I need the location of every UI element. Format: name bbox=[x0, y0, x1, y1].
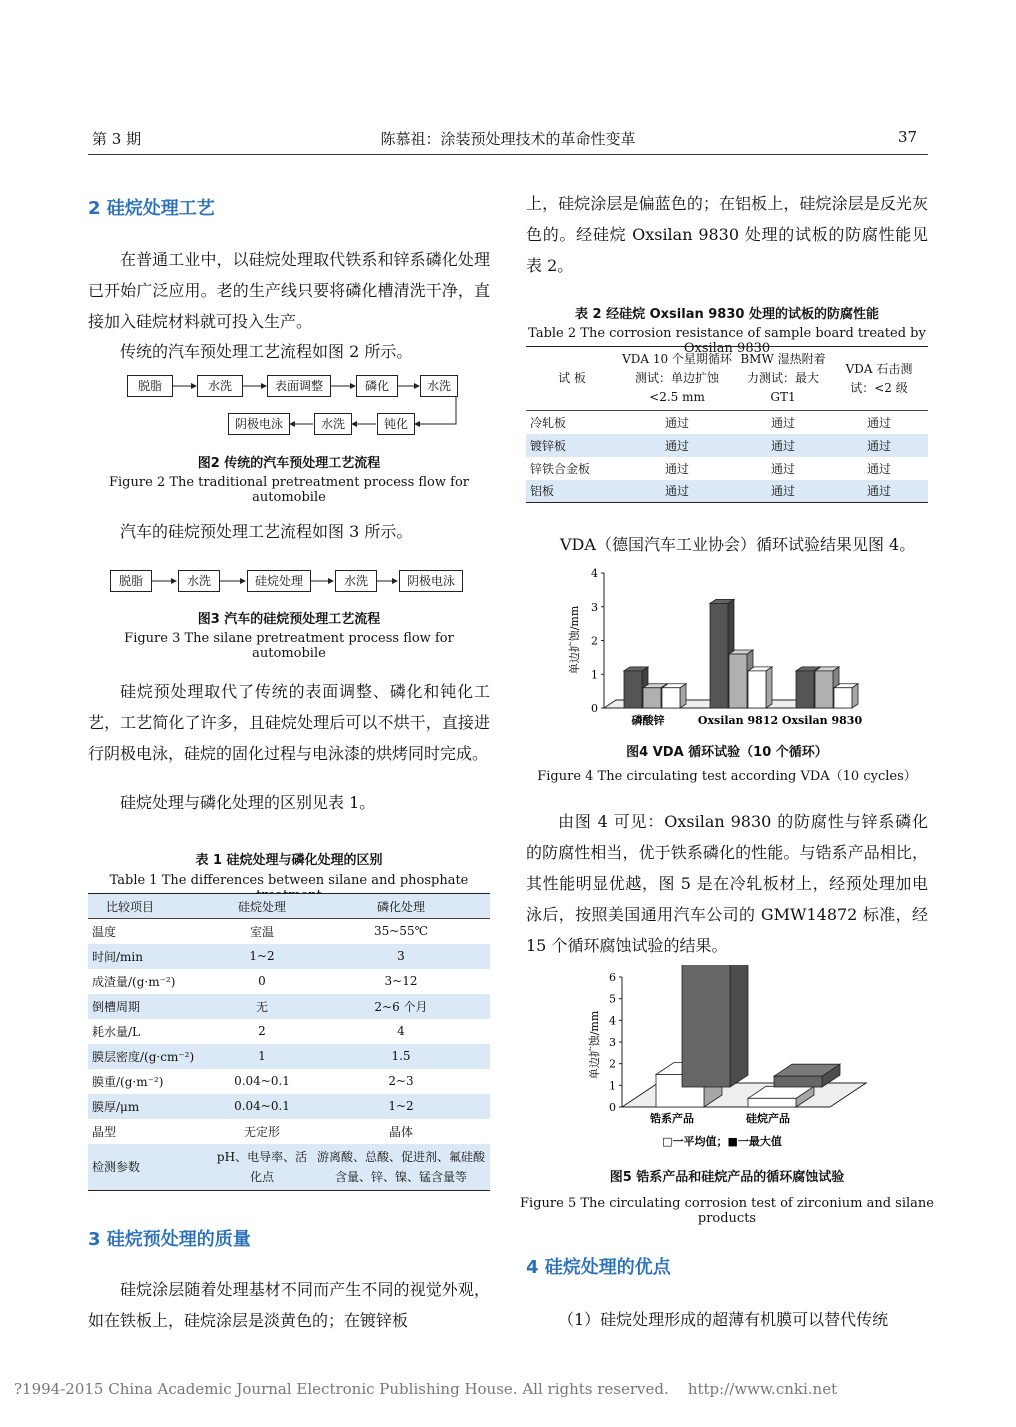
table-cell: 通过 bbox=[770, 438, 795, 453]
table-cell: 通过 bbox=[664, 415, 689, 430]
y-tick-label: 5 bbox=[609, 992, 616, 1006]
y-axis-label: 单边扩蚀/mm bbox=[568, 605, 581, 675]
bar bbox=[748, 671, 766, 708]
table-row bbox=[88, 1044, 490, 1069]
table-cell: 晶体 bbox=[388, 1124, 413, 1139]
table-cell: 3~12 bbox=[384, 974, 418, 988]
sec3-paragraph-1: 硅烷涂层随着处理基材不同而产生不同的视觉外观，如在铁板上，硅烷涂层是淡黄色的；在镀锌板 bbox=[88, 1280, 490, 1330]
table-cell: 无 bbox=[255, 999, 268, 1014]
table-cell: 成渣量/(g·m⁻²) bbox=[92, 974, 176, 989]
category-label: Oxsilan 9812 bbox=[697, 714, 779, 727]
table-cell: 耗水量/L bbox=[92, 1024, 141, 1039]
table-cell: 通过 bbox=[664, 438, 689, 453]
table-row bbox=[526, 411, 928, 434]
table-cell: pH、电导率、活化点 bbox=[216, 1149, 308, 1184]
table-cell: 比较项目 bbox=[88, 894, 212, 919]
sec3-paragraph-2: 上，硅烷涂层是偏蓝色的；在铝板上，硅烷涂层是反光灰色的。经硅烷 Oxsilan 9830 处理的试板的防腐性能见表 2。 bbox=[526, 194, 928, 275]
table-2-caption: 表 2 经硅烷 Oxsilan 9830 处理的试板的防腐性能 bbox=[575, 307, 879, 322]
sec2-paragraph-1: 在普通工业中，以硅烷处理取代铁系和锌系磷化处理已开始广泛应用。老的生产线只要将磷化槽清洗干净，直接加入硅烷材料就可投入生产。 bbox=[88, 250, 490, 331]
y-tick-label: 1 bbox=[609, 1079, 616, 1093]
bar bbox=[624, 671, 642, 708]
table-cell: 2~6 个月 bbox=[374, 999, 428, 1014]
table-cell: VDA 石击测试：<2 级 bbox=[830, 347, 928, 411]
page-number: 37 bbox=[898, 128, 918, 146]
flow-box: 水洗 bbox=[197, 375, 243, 397]
figure-3-caption-en: Figure 3 The silane pretreatment process flow for automobile bbox=[124, 631, 454, 661]
sec2-paragraph-4: 硅烷预处理取代了传统的表面调整、磷化和钝化工艺，工艺简化了许多，且硅烷处理后可以不烘干，直接进行阴极电泳，硅烷的固化过程与电泳漆的烘烤同时完成。 bbox=[88, 682, 490, 763]
table-row bbox=[88, 1019, 490, 1044]
flow-box: 磷化 bbox=[356, 375, 398, 397]
table-cell: 室温 bbox=[249, 924, 274, 939]
table-row bbox=[88, 944, 490, 969]
table-row bbox=[88, 919, 490, 944]
running-title: 陈慕祖：涂装预处理技术的革命性变革 bbox=[380, 130, 636, 148]
chart-legend: □一平均值；■一最大值 bbox=[662, 1135, 782, 1148]
table-cell: 通过 bbox=[770, 461, 795, 476]
figure-5-caption-en: Figure 5 The circulating corrosion test of zirconium and silane products bbox=[520, 1196, 934, 1226]
figure-4-chart bbox=[560, 560, 880, 735]
table-cell: 通过 bbox=[866, 484, 891, 499]
category-label: 锆系产品 bbox=[650, 1112, 694, 1125]
y-tick-label: 3 bbox=[609, 1036, 616, 1049]
category-label: Oxsilan 9830 bbox=[781, 714, 863, 727]
table-cell: 通过 bbox=[866, 438, 891, 453]
sec2-paragraph-5: 硅烷处理与磷化处理的区别见表 1。 bbox=[120, 793, 376, 812]
flow-arrows bbox=[100, 570, 420, 594]
table-cell: 通过 bbox=[664, 484, 689, 499]
bar bbox=[774, 1076, 822, 1087]
y-tick-label: 0 bbox=[609, 1101, 616, 1114]
y-axis-label: 单边扩蚀/mm bbox=[588, 1010, 601, 1080]
table-cell: 1.5 bbox=[391, 1049, 411, 1063]
category-label: 磷酸锌 bbox=[631, 714, 665, 727]
table-cell: 冷轧板 bbox=[530, 415, 567, 430]
y-tick-label: 4 bbox=[591, 567, 598, 580]
table-cell: 膜重/(g·m⁻²) bbox=[92, 1074, 164, 1089]
table-row bbox=[88, 969, 490, 994]
sec2-paragraph-3: 汽车的硅烷预处理工艺流程如图 3 所示。 bbox=[120, 522, 413, 541]
table-row bbox=[88, 1144, 490, 1191]
sec4-paragraph-1: （1）硅烷处理形成的超薄有机膜可以替代传统 bbox=[558, 1310, 889, 1329]
table-cell: 镀锌板 bbox=[530, 438, 567, 453]
issue-number: 第 3 期 bbox=[92, 130, 142, 148]
table-1-caption: 表 1 硅烷处理与磷化处理的区别 bbox=[195, 853, 383, 868]
flow-box: 脱脂 bbox=[127, 375, 173, 397]
bar bbox=[815, 671, 833, 708]
figure-4-caption: 图4 VDA 循环试验（10 个循环） bbox=[626, 745, 828, 760]
copyright-footer: ?1994-2015 China Academic Journal Electronic Publishing House. All rights reserved. http://www.cnki.net bbox=[14, 1380, 838, 1398]
table-cell: 时间/min bbox=[92, 949, 143, 964]
section-3-heading: 3 硅烷预处理的质量 bbox=[88, 1229, 251, 1250]
header-rule bbox=[88, 154, 928, 155]
figure-5-caption: 图5 锆系产品和硅烷产品的循环腐蚀试验 bbox=[609, 1170, 845, 1185]
bar bbox=[748, 1098, 796, 1107]
flow-box: 水洗 bbox=[314, 413, 352, 435]
table-cell: VDA 10 个星期循环测试：单边扩蚀 <2.5 mm bbox=[618, 347, 736, 411]
table-cell: 通过 bbox=[866, 461, 891, 476]
table-cell: 锌铁合金板 bbox=[530, 461, 591, 476]
table-cell: BMW 湿热附着力测试：最大 GT1 bbox=[736, 347, 830, 411]
table-row bbox=[88, 1094, 490, 1119]
table-2-caption-en: Table 2 The corrosion resistance of sample board treated by Oxsilan 9830 bbox=[528, 326, 926, 356]
table-cell: 膜层密度/(g·cm⁻²) bbox=[92, 1049, 195, 1064]
bar bbox=[796, 671, 814, 708]
y-tick-label: 2 bbox=[609, 1057, 616, 1071]
flow-box: 阴极电泳 bbox=[228, 413, 290, 435]
y-tick-label: 4 bbox=[609, 1014, 616, 1028]
table-header-row bbox=[526, 347, 928, 411]
vda-paragraph: VDA（德国汽车工业协会）循环试验结果见图 4。 bbox=[560, 535, 916, 554]
y-tick-label: 3 bbox=[591, 600, 598, 614]
table-cell: 膜厚/μm bbox=[92, 1099, 140, 1114]
table-cell: 0 bbox=[258, 974, 266, 988]
sec2-paragraph-2: 传统的汽车预处理工艺流程如图 2 所示。 bbox=[120, 342, 413, 361]
bar bbox=[729, 654, 747, 708]
figure-2-caption-en: Figure 2 The traditional pretreatment process flow for automobile bbox=[109, 475, 469, 505]
table-cell: 通过 bbox=[664, 461, 689, 476]
figure-3-caption: 图3 汽车的硅烷预处理工艺流程 bbox=[197, 612, 381, 627]
flow-box: 表面调整 bbox=[267, 375, 331, 397]
table-cell: 通过 bbox=[770, 484, 795, 499]
bar-side bbox=[766, 667, 772, 708]
fig5-paragraph: 由图 4 可见：Oxsilan 9830 的防腐性与锌系磷化的防腐性相当，优于铁系磷化的性能。与锆系产品相比，其性能明显优越，图 5 是在冷轧板材上，经预处理加电泳后，按照美国通用汽车公司的 GMW14872 标准，经 15 个循环腐蚀试验的结果。 bbox=[526, 812, 928, 955]
flow-box: 水洗 bbox=[420, 375, 458, 397]
figure-4-caption-en: Figure 4 The circulating test according VDA（10 cycles） bbox=[537, 769, 917, 784]
table-row bbox=[526, 434, 928, 457]
flow-arrows bbox=[120, 370, 470, 440]
bar bbox=[710, 603, 728, 708]
table-row bbox=[526, 457, 928, 480]
y-tick-label: 6 bbox=[609, 971, 616, 984]
y-tick-label: 2 bbox=[591, 634, 598, 648]
table-cell: 倒槽周期 bbox=[92, 999, 141, 1014]
table-cell: 4 bbox=[397, 1024, 405, 1038]
table-cell: 1~2 bbox=[249, 949, 275, 963]
table-cell: 硅烷处理 bbox=[212, 894, 312, 919]
table-header-row bbox=[88, 894, 490, 919]
table-row bbox=[88, 1119, 490, 1144]
table-cell: 0.04~0.1 bbox=[234, 1099, 290, 1113]
table-2 bbox=[526, 346, 928, 503]
flow-box: 阴极电泳 bbox=[399, 570, 463, 592]
figure-2-caption: 图2 传统的汽车预处理工艺流程 bbox=[197, 456, 381, 471]
table-row bbox=[526, 480, 928, 503]
flow-box: 水洗 bbox=[335, 570, 377, 592]
section-2-heading: 2 硅烷处理工艺 bbox=[88, 198, 215, 219]
table-row bbox=[88, 1069, 490, 1094]
table-cell: 磷化处理 bbox=[312, 894, 490, 919]
section-4-heading: 4 硅烷处理的优点 bbox=[526, 1257, 671, 1278]
table-cell: 3 bbox=[397, 949, 405, 963]
table-cell: 试 板 bbox=[526, 347, 618, 411]
table-cell: 35~55℃ bbox=[373, 924, 429, 939]
bar bbox=[682, 965, 730, 1087]
bar bbox=[643, 688, 661, 708]
table-cell: 1 bbox=[258, 1049, 266, 1063]
bar-side bbox=[730, 965, 748, 1087]
figure-5-chart bbox=[580, 965, 880, 1155]
y-tick-label: 0 bbox=[591, 702, 598, 715]
table-1-caption-en: Table 1 The differences between silane and phosphate treatment bbox=[109, 873, 469, 903]
table-row bbox=[88, 994, 490, 1019]
table-cell: 无定形 bbox=[243, 1124, 280, 1139]
flow-box: 脱脂 bbox=[110, 570, 152, 592]
table-cell: 1~2 bbox=[388, 1099, 414, 1113]
table-cell: 通过 bbox=[866, 415, 891, 430]
flow-box: 钝化 bbox=[377, 413, 415, 435]
table-cell: 2~3 bbox=[388, 1074, 414, 1088]
bar bbox=[834, 688, 852, 708]
table-cell: 检测参数 bbox=[92, 1160, 141, 1175]
bar bbox=[662, 688, 680, 708]
table-cell: 晶型 bbox=[92, 1124, 117, 1139]
y-tick-label: 1 bbox=[591, 668, 598, 682]
table-cell: 温度 bbox=[92, 924, 117, 939]
table-cell: 0.04~0.1 bbox=[234, 1074, 290, 1088]
flow-box: 水洗 bbox=[178, 570, 220, 592]
table-cell: 游离酸、总酸、促进剂、氟硅酸含量、锌、镍、锰含量等 bbox=[316, 1149, 485, 1184]
flow-box: 硅烷处理 bbox=[247, 570, 311, 592]
table-cell: 铝板 bbox=[530, 484, 555, 499]
table-cell: 通过 bbox=[770, 415, 795, 430]
table-cell: 2 bbox=[258, 1024, 266, 1038]
category-label: 硅烷产品 bbox=[746, 1112, 790, 1125]
table-1 bbox=[88, 893, 490, 1191]
